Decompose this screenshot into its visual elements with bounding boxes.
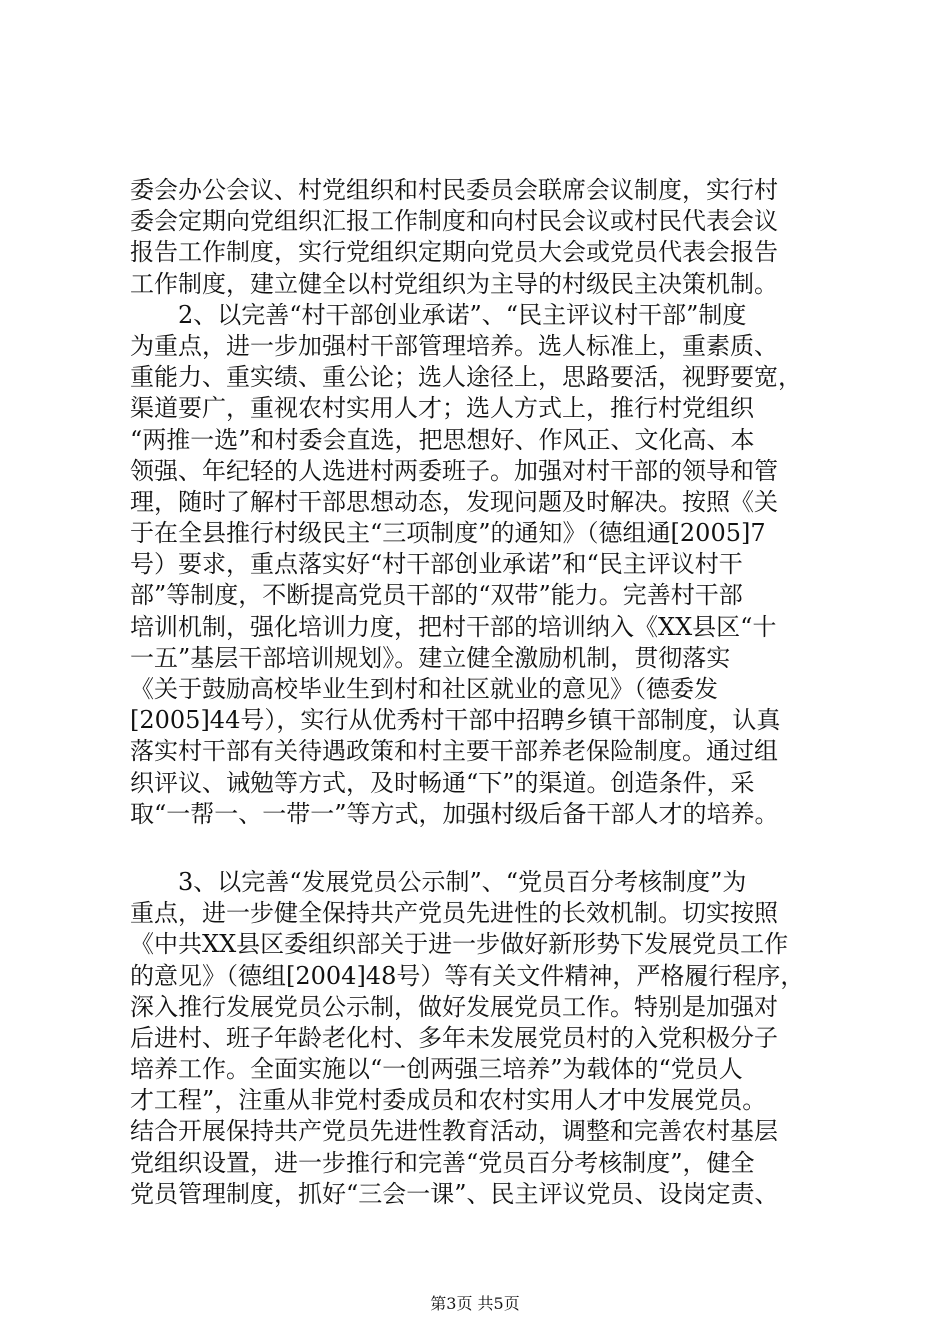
text-line: 一五”基层干部培训规划》。建立健全激励机制，贯彻落实: [130, 643, 731, 672]
text-line: 深入推行发展党员公示制，做好发展党员工作。特别是加强对: [130, 992, 778, 1021]
text-line: 报告工作制度，实行党组织定期向党员大会或党员代表会报告: [130, 238, 778, 267]
text-line: 工作制度，建立健全以村党组织为主导的村级民主决策机制。: [130, 269, 778, 298]
text-line: 重点，进一步健全保持共产党员先进性的长效机制。切实按照: [130, 899, 778, 928]
page-footer: [0, 1294, 950, 1314]
text-line: 渠道要广，重视农村实用人才；选人方式上，推行村党组织: [130, 394, 754, 423]
text-line: “两推一选”和村委会直选，把思想好、作风正、文化高、本: [130, 425, 755, 454]
text-line: 为重点，进一步加强村干部管理培养。选人标准上，重素质、: [130, 331, 778, 360]
page-number: 第3页 共5页: [430, 1294, 520, 1313]
text-line: 于在全县推行村级民主“三项制度”的通知》（德组通[2005]7: [130, 519, 766, 548]
document-body: [130, 175, 830, 1210]
text-line: 织评议、诫勉等方式，及时畅通“下”的渠道。创造条件，采: [130, 768, 755, 797]
text-line: 党员管理制度，抓好“三会一课”、民主评议党员、设岗定责、: [130, 1179, 779, 1208]
text-line: 3、以完善“发展党员公示制”、“党员百分考核制度”为: [130, 867, 747, 896]
text-line: 取“一帮一、一带一”等方式，加强村级后备干部人才的培养。: [130, 799, 779, 828]
text-line: 才工程”，注重从非党村委成员和农村实用人才中发展党员。: [130, 1086, 767, 1115]
text-line: 2、以完善“村干部创业承诺”、“民主评议村干部”制度: [130, 300, 747, 329]
paragraph-1: [130, 175, 830, 300]
text-line: 领强、年纪轻的人选进村两委班子。加强对村干部的领导和管: [130, 456, 778, 485]
text-line: [2005]44号），实行从优秀村干部中招聘乡镇干部制度，认真: [130, 706, 781, 735]
text-line: 号）要求，重点落实好“村干部创业承诺”和“民主评议村干: [130, 550, 743, 579]
text-line: 后进村、班子年龄老化村、多年未发展党员村的入党积极分子: [130, 1023, 778, 1052]
text-line: 部”等制度，不断提高党员干部的“双带”能力。完善村干部: [130, 581, 743, 610]
text-line: 重能力、重实绩、重公论；选人途径上，思路要活，视野要宽，: [130, 363, 802, 392]
text-line: 《关于鼓励高校毕业生到村和社区就业的意见》（德委发: [130, 675, 718, 703]
text-line: 《中共XX县区委组织部关于进一步做好新形势下发展党员工作: [130, 930, 789, 959]
paragraph-3: [130, 867, 830, 1210]
text-line: 理，随时了解村干部思想动态，发现问题及时解决。按照《关: [130, 487, 778, 516]
text-line: 委会办公会议、村党组织和村民委员会联席会议制度，实行村: [130, 176, 778, 204]
text-line: 党组织设置，进一步推行和完善“党员百分考核制度”，健全: [130, 1148, 755, 1177]
text-line: 的意见》（德组[2004]48号）等有关文件精神，严格履行程序，: [130, 961, 805, 990]
text-line: 培养工作。全面实施以“一创两强三培养”为载体的“党员人: [130, 1055, 743, 1084]
text-line: 委会定期向党组织汇报工作制度和向村民会议或村民代表会议: [130, 207, 778, 236]
text-line: 培训机制，强化培训力度，把村干部的培训纳入《XX县区“十: [130, 612, 777, 641]
paragraph-gap: [130, 830, 830, 867]
paragraph-2: [130, 300, 830, 830]
text-line: 结合开展保持共产党员先进性教育活动，调整和完善农村基层: [130, 1117, 778, 1146]
text-line: 落实村干部有关待遇政策和村主要干部养老保险制度。通过组: [130, 737, 778, 766]
